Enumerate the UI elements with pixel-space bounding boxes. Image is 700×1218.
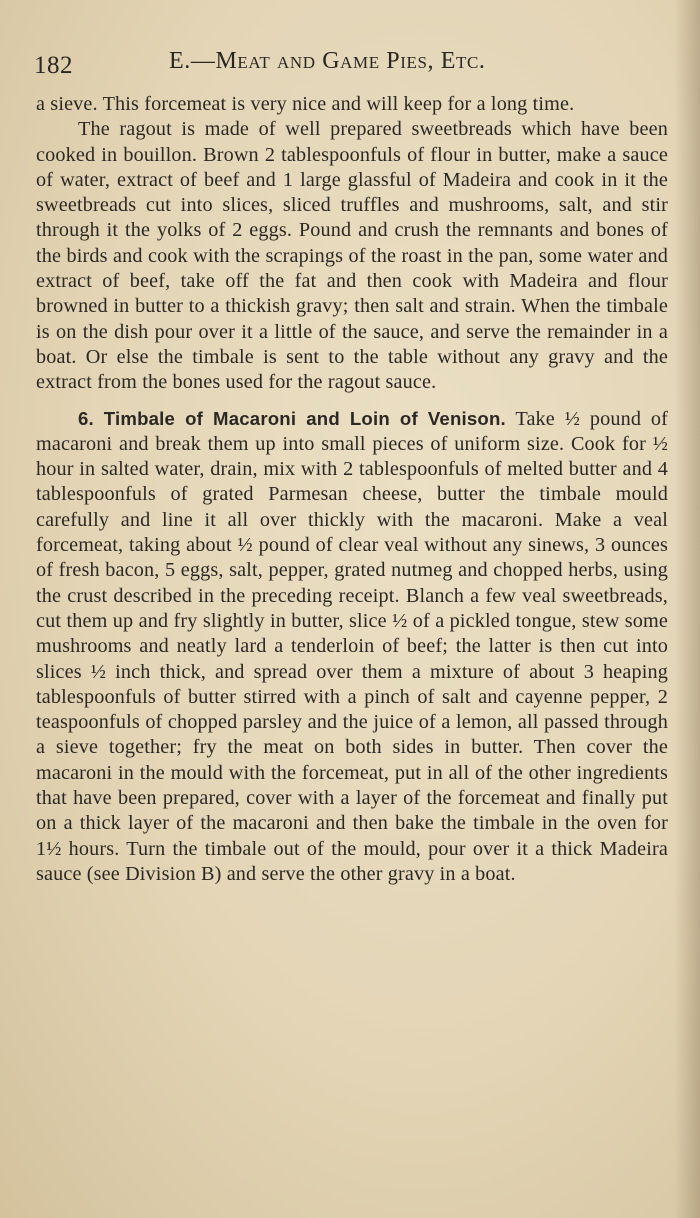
- recipe-number: 6.: [78, 407, 94, 429]
- paragraph-continuation: a sieve. This forcemeat is very nice and will keep for a long time.: [36, 93, 575, 115]
- page-number: 182: [34, 52, 73, 79]
- recipe-text: Take ½ pound of macaroni and break them up into small pieces of uniform size. Cook for ½ hour in salted water, drain, mix with 2 tablespoonfuls of melted butter and 4 tablespoonfuls of grated Parmesan cheese, butter the timbale mould carefully and line it all over thickly with the macaroni. Make a veal forcemeat, taking about ½ pound of clear veal without any sinews, 3 ounces of fresh bacon, 5 eggs, salt, pepper, grated nutmeg and chopped herbs, using the crust described in the preceding receipt. Blanch a few veal sweetbreads, cut them up and fry slightly in butter, slice ½ of a pickled tongue, stew some mushrooms and neatly lard a tenderloin of beef; the latter is then cut into slices ½ inch thick, and spread over them a mixture of about 3 heaping tablespoonfuls of butter stirred with a pinch of salt and cayenne pepper, 2 teaspoonfuls of chopped parsley and the juice of a lemon, all passed through a sieve together; fry the meat on both sides in butter. Then cover the macaroni in the mould with the forcemeat, put in all of the other ingredients that have been prepared, cover with a layer of the forcemeat and finally put on a thick layer of the macaroni and then bake the timbale in the oven for 1½ hours. Turn the timbale out of the mould, pour over it a thick Madeira sauce (see Division B) and serve the other gravy in a boat.: [36, 407, 668, 885]
- page-body: [36, 92, 668, 887]
- paragraph-ragout: The ragout is made of well prepared sweetbreads which have been cooked in bouillon. Brown 2 tablespoonfuls of flour in butter, make a sauce of water, extract of beef and 1 large glassful of Madeira and cook in it the sweetbreads cut into slices, sliced truffles and mushrooms, salt, and stir through it the yolks of 2 eggs. Pound and crush the remnants and bones of the birds and cook with the scrapings of the roast in the pan, some water and extract of beef, take off the fat and then cook with Madeira and flour browned in butter to a thickish gravy; then salt and strain. When the timbale is on the dish pour over it a little of the sauce, and serve the remainder in a boat. Or else the timbale is sent to the table without any gravy and the extract from the bones used for the ragout sauce.: [36, 118, 668, 394]
- running-head: E.—Meat and Game Pies, Etc.: [169, 48, 486, 74]
- recipe-title: Timbale of Macaroni and Loin of Venison.: [103, 407, 506, 429]
- page-header: [34, 44, 664, 80]
- recipe-paragraph: [36, 406, 668, 888]
